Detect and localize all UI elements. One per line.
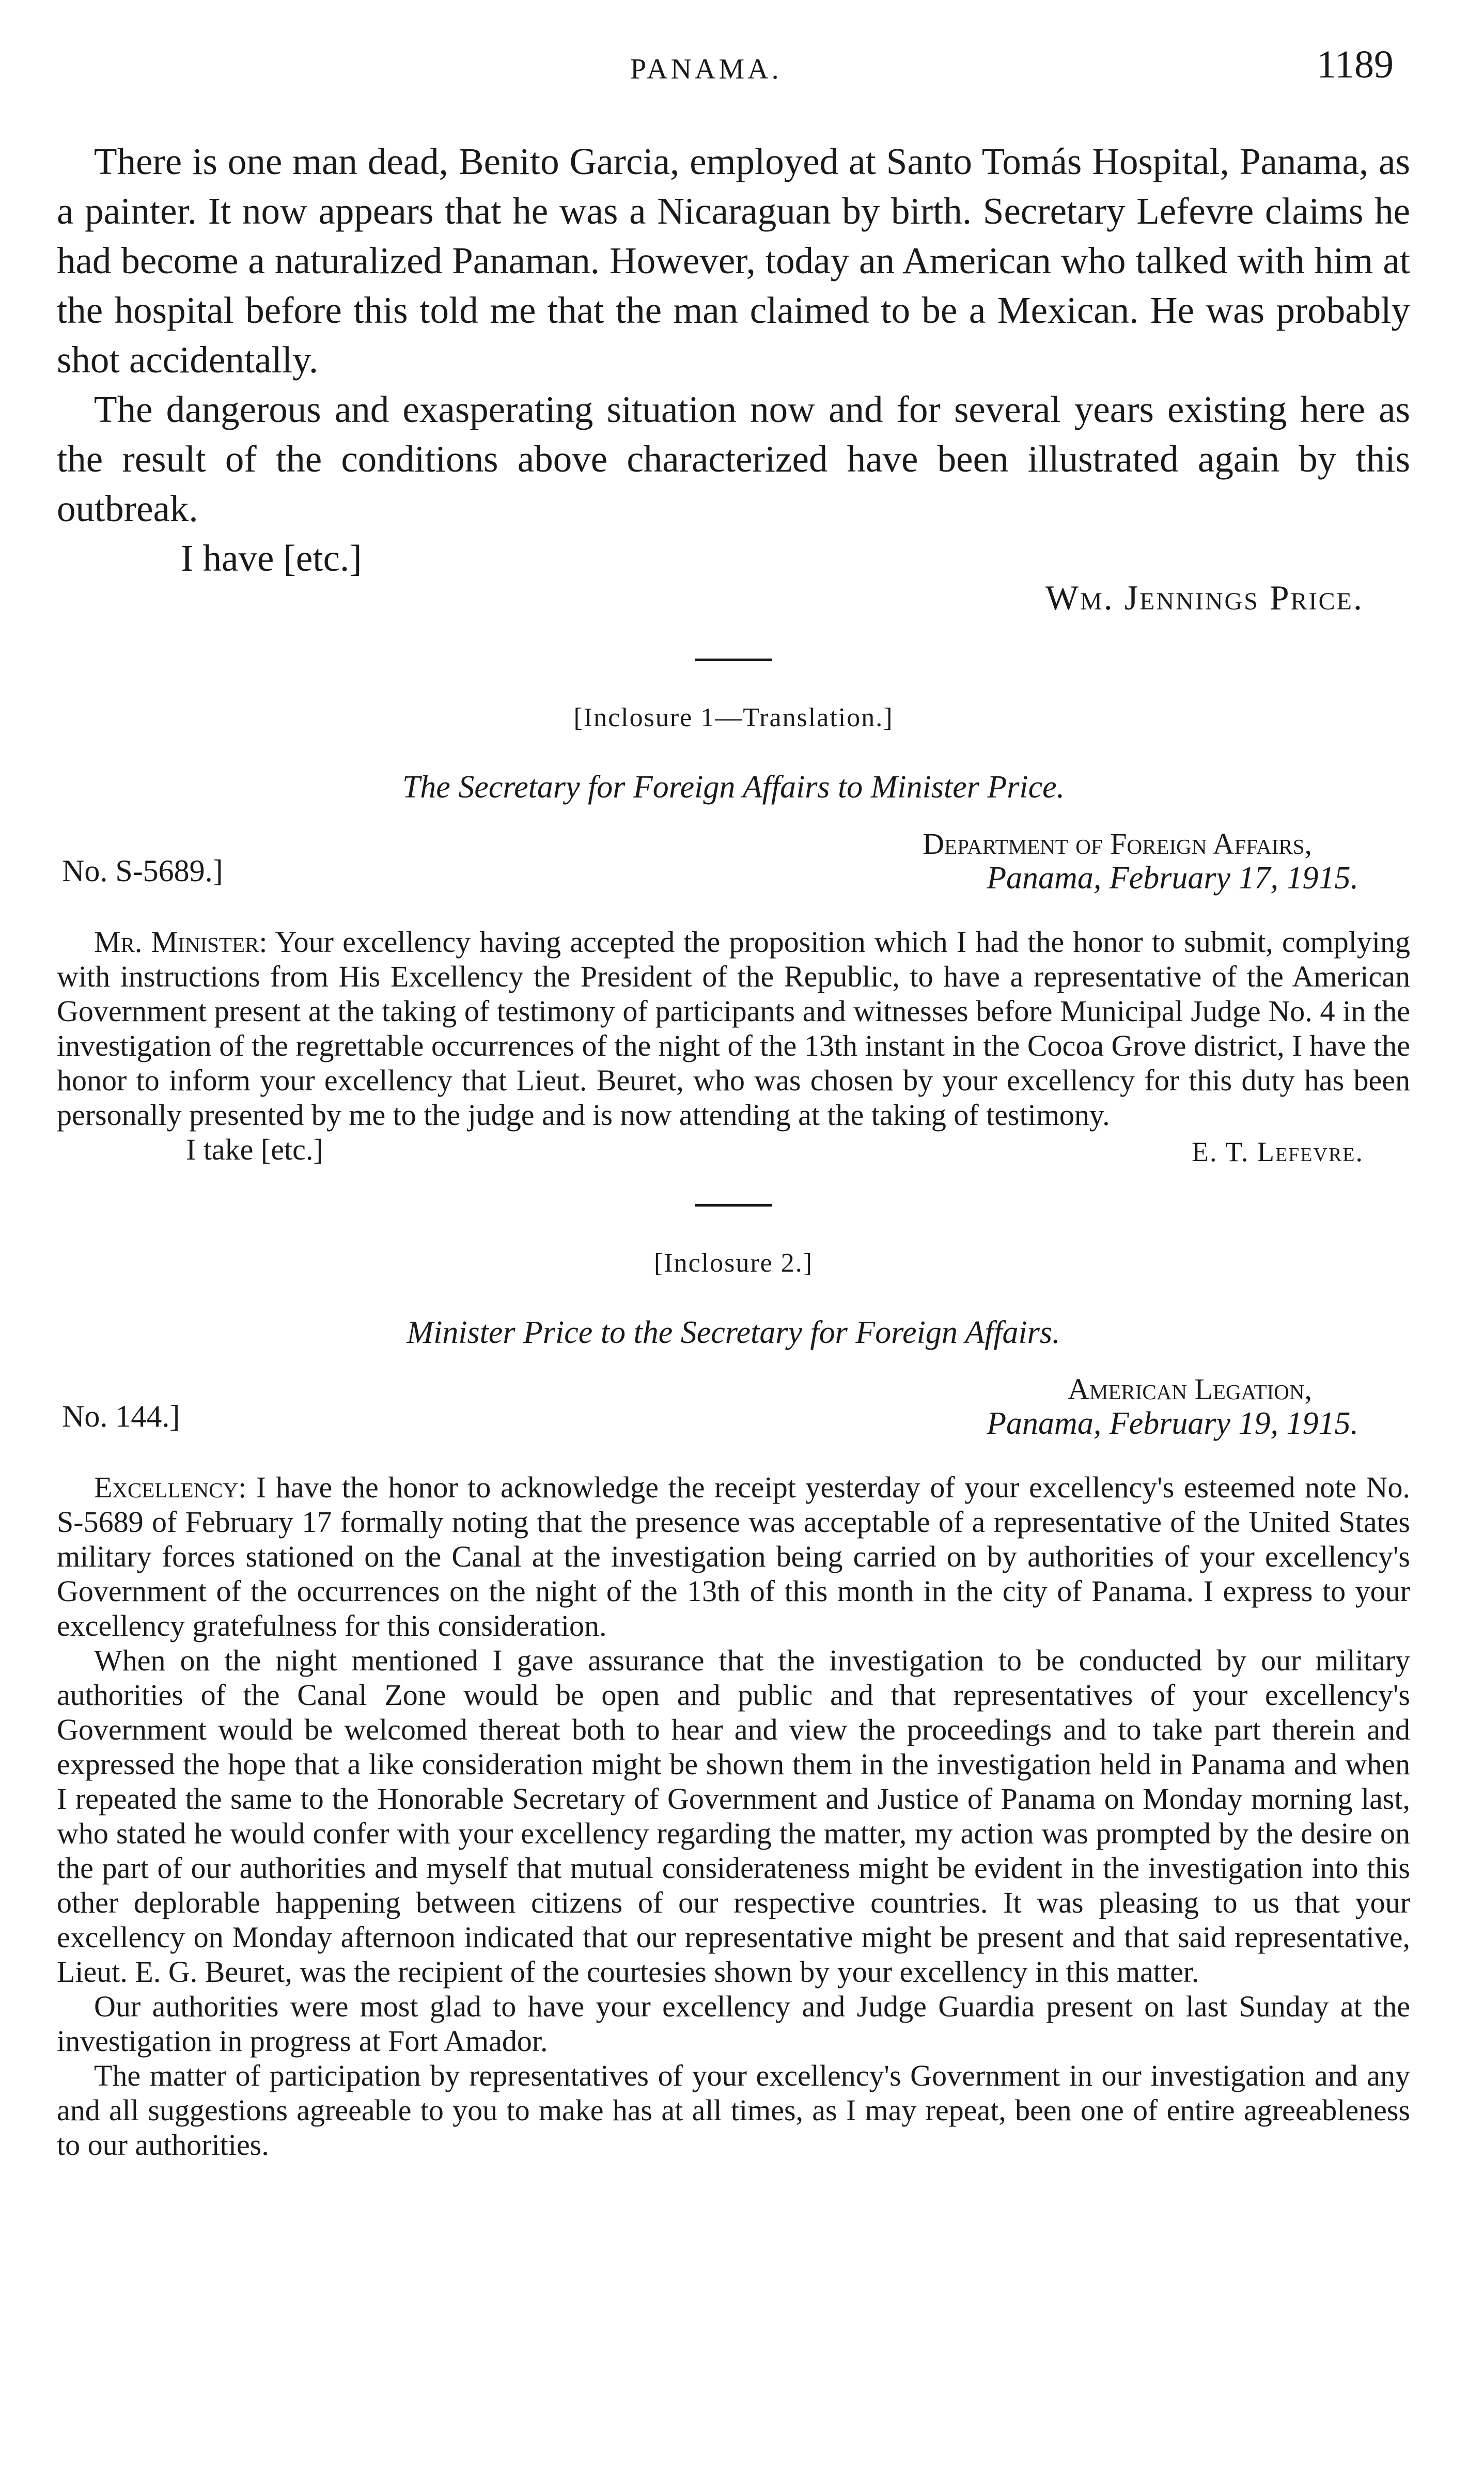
paragraph bbox=[57, 925, 1410, 1132]
running-title: PANAMA. bbox=[630, 53, 782, 85]
inclosure-label: [Inclosure 2.] bbox=[653, 1248, 814, 1278]
inclosure-label: [Inclosure 1—Translation.] bbox=[573, 703, 894, 732]
place-date: Panama, February 17, 1915. bbox=[987, 860, 1358, 896]
department: Department of Foreign Affairs, bbox=[923, 827, 1312, 860]
salutation: Mr. Minister: bbox=[94, 925, 268, 959]
place-date: Panama, February 19, 1915. bbox=[987, 1406, 1358, 1441]
paragraph: When on the night mentioned I gave assurance that the investigation to be conducted by our military authorities of the Canal Zone would be open and public and that representatives of your excellency's Government would be welcomed thereat both to hear and view the proceedings and to take part therein and expressed the hope that a like consideration might be shown them in the investigation held in Panama and when I repeated the same to the Honorable Secretary of Government and Justice of Panama on Monday morning last, who stated he would confer with your excellency regarding the matter, my action was prompted by the desire on the part of our authorities and myself that mutual considerateness might be evident in the investigation into this other deplorable happening between citizens of our respective countries. It was pleasing to us that your excellency on Monday afternoon indicated that our representative might be present and that said representative, Lieut. E. G. Beuret, was the recipient of the courtesies shown by your excellency in this matter. bbox=[57, 1644, 1410, 1989]
letter-conclusion bbox=[57, 137, 1410, 622]
dateline bbox=[57, 1372, 1410, 1449]
paragraph: There is one man dead, Benito Garcia, employed at Santo Tomás Hospital, Panama, as a painter. It now appears that he was a Nicaraguan by birth. Secretary Lefevre claims he had become a naturalized Panaman. However, today an American who talked with him at the hospital before this told me that the man claimed to be a Mexican. He was probably shot accidentally. bbox=[57, 140, 1410, 381]
dateline bbox=[57, 826, 1410, 904]
paragraph: The matter of participation by representatives of your excellency's Government in our investigation and any and all suggestions agreeable to you to make has at all times, as I may repeat, been one of entire agreeableness to our authorities. bbox=[57, 2059, 1410, 2162]
paragraph: Our authorities were most glad to have your excellency and Judge Guardia present on last Sunday at the investigation in progress at Fort Amador. bbox=[57, 1990, 1410, 2058]
running-head bbox=[0, 37, 1484, 94]
signature: E. T. Lefevre. bbox=[1191, 1136, 1364, 1167]
paragraph-body: Your excellency having accepted the proposition which I had the honor to submit, complying with instructions from His Excellency the President of the Republic, to have a representative of the American Government present at the taking of testimony of participants and witnesses before Municipal Judge No. 4 in the investigation of the regrettable occurrences of the night of the 13th instant in the Cocoa Grove district, I have the honor to inform your excellency that Lieut. Beuret, who was chosen by your excellency for this duty has been personally presented by me to the judge and is now attending at the taking of testimony. bbox=[57, 925, 1410, 1132]
closing-formula: I take [etc.] bbox=[186, 1133, 323, 1166]
main-text bbox=[57, 137, 1410, 2162]
department: American Legation, bbox=[1067, 1372, 1312, 1406]
page-number: 1189 bbox=[1316, 43, 1394, 86]
salutation: Excellency: bbox=[94, 1470, 247, 1504]
paragraph: The dangerous and exasperating situation now and for several years existing here as the result of the conditions above characterized have been illustrated again by this outbreak. bbox=[57, 388, 1410, 529]
document-number: No. 144.] bbox=[62, 1399, 180, 1433]
closing-formula: I have [etc.] bbox=[181, 537, 362, 579]
document-title: Minister Price to the Secretary for Foreign Affairs. bbox=[407, 1315, 1060, 1350]
paragraph bbox=[57, 1470, 1410, 1643]
document-title: The Secretary for Foreign Affairs to Minister Price. bbox=[402, 770, 1065, 805]
document-number: No. S-5689.] bbox=[62, 854, 223, 888]
section-divider bbox=[695, 1204, 772, 1207]
signature: Wm. Jennings Price. bbox=[1045, 578, 1364, 617]
paragraph-body: I have the honor to acknowledge the receipt yesterday of your excellency's esteemed note No. S-5689 of February 17 formally noting that the presence was acceptable of a representative of the United States military forces stationed on the Canal at the investigation being carried on by authorities of your excellency's Government of the occurrences on the night of the 13th of this month in the city of Panama. I express to your excellency gratefulness for this consideration. bbox=[57, 1470, 1411, 1642]
inclosure-2 bbox=[57, 1248, 1410, 2162]
inclosure-1 bbox=[57, 702, 1410, 1168]
section-divider bbox=[695, 659, 772, 661]
